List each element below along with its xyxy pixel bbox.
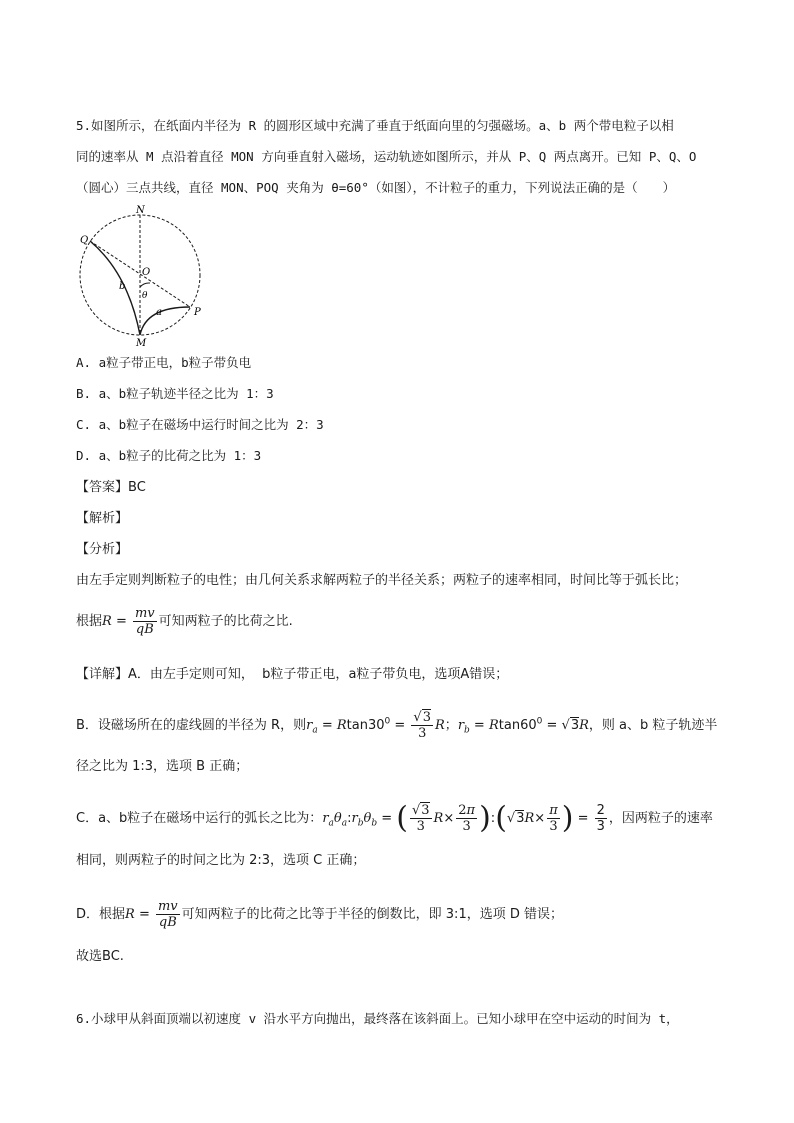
- label-o: O: [142, 267, 151, 278]
- fenxi-text: 由左手定则判断粒子的电性；由几何关系求解两粒子的半径关系；两粒子的速率相同，时间比等于弧长比；: [76, 573, 688, 588]
- option-c: C. a、b粒子在磁场中运行时间之比为 2：3: [76, 417, 324, 432]
- q5-stem-line1: 5.如图所示，在纸面内半径为 R 的圆形区域中充满了垂直于纸面向里的匀强磁场。a、b 两个带电粒子以相: [76, 118, 674, 133]
- detail-c: C．a、b粒子在磁场中运行的弧长之比为：$r_a\theta_a:r_b\theta_b$ = ( $\frac{√3}{3}$ R× $\frac{2\pi}{3}$ ):(√3R× $\frac{\pi}{3}$ ) = $\frac{2}{3}$ ，因两粒子的速率: [76, 800, 713, 836]
- option-d: D. a、b粒子的比荷之比为 1：3: [76, 448, 262, 463]
- detail-a: 【详解】A．由左手定则可知， b粒子带正电，a粒子带负电，选项A错误；: [76, 667, 509, 682]
- label-m: M: [136, 338, 147, 348]
- conclusion: 故选BC.: [76, 949, 124, 964]
- answer: 【答案】BC: [76, 480, 146, 495]
- fenxi-formula-line: 根据R = $\frac{mv}{qB}$ 可知两粒子的比荷之比.: [76, 606, 293, 637]
- label-b: b: [119, 281, 126, 292]
- detail-d: D．根据R = $\frac{mv}{qB}$ 可知两粒子的比荷之比等于半径的倒数比，即 3:1，选项 D 错误；: [76, 899, 563, 930]
- label-theta: θ: [142, 291, 148, 301]
- trajectory-a: [140, 307, 190, 335]
- q5-stem-line3: （圆心）三点共线，直径 MON、POQ 夹角为 θ=60°（如图），不计粒子的重力，下列说法正确的是（ ）: [76, 180, 676, 195]
- formula-sqrt3-over-3: $\frac{√3}{3}$: [413, 710, 431, 741]
- q5-stem-line2: 同的速率从 M 点沿着直径 MON 方向垂直射入磁场，运动轨迹如图所示，并从 P、Q 两点离开。已知 P、Q、O: [76, 149, 697, 164]
- detail-b-line2: 径之比为 1:3，选项 B 正确；: [76, 759, 249, 774]
- magnetic-field-figure: [76, 203, 216, 348]
- fenxi-heading: 【分析】: [76, 542, 129, 557]
- detail-c-line2: 相同，则两粒子的时间之比为 2:3，选项 C 正确；: [76, 853, 366, 868]
- analysis-heading: 【解析】: [76, 511, 129, 526]
- label-p: P: [194, 307, 201, 318]
- detail-b: B．设磁场所在的虚线圆的半径为 R，则$r_a = Rtan30^0$ = $\frac{√3}{3}$ R；$r_b = Rtan60^0 = √3R$，则 a、b 粒子轨迹半: [76, 710, 718, 741]
- label-n: N: [136, 205, 145, 216]
- trajectory-b: [90, 241, 140, 335]
- label-q: Q: [80, 235, 89, 246]
- option-b: B. a、b粒子轨迹半径之比为 1：3: [76, 386, 274, 401]
- option-a: A. a粒子带正电，b粒子带负电: [76, 355, 252, 370]
- formula-mv-over-qb: $\frac{mv}{qB}$: [134, 606, 155, 637]
- q6-stem-line1: 6.小球甲从斜面顶端以初速度 v 沿水平方向抛出，最终落在该斜面上。已知小球甲在空中运动的时间为 t，: [76, 1011, 679, 1026]
- label-a: a: [156, 307, 162, 318]
- theta-arc: [140, 283, 150, 287]
